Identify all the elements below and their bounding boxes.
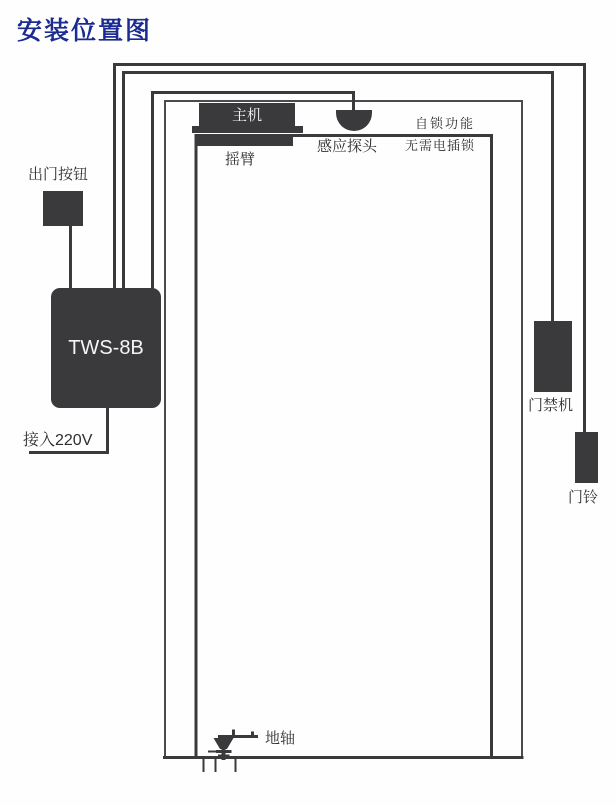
door-leaf-outline [196,136,492,758]
doorbell-label: 门铃 [568,489,599,506]
power-label: 接入220V [23,432,93,449]
access-control-label: 门禁机 [528,397,574,414]
page-title: 安装位置图 [17,17,153,45]
ground-hatch-icon [204,758,236,772]
exit-button-label: 出门按钮 [28,166,89,183]
controller-model-text: TWS-8B [68,336,144,359]
floor-pivot-icon [208,730,258,761]
access-control-box [534,321,572,392]
self-lock-note-line1: 自锁功能 [415,116,476,131]
main-unit-box [199,103,295,126]
swing-arm-bar [195,137,293,146]
self-lock-note-line2: 无需电插锁 [405,138,476,153]
doorbell-box [575,432,598,483]
controller-box [51,288,161,408]
floor-pivot-label: 地轴 [265,730,296,747]
sensor-probe-label: 感应探头 [317,138,378,155]
main-unit-text: 主机 [231,107,262,124]
exit-button-box [43,191,83,226]
door-frame-outline [165,101,522,757]
swing-arm-label: 摇臂 [225,151,256,168]
main-unit-flange [192,126,303,133]
